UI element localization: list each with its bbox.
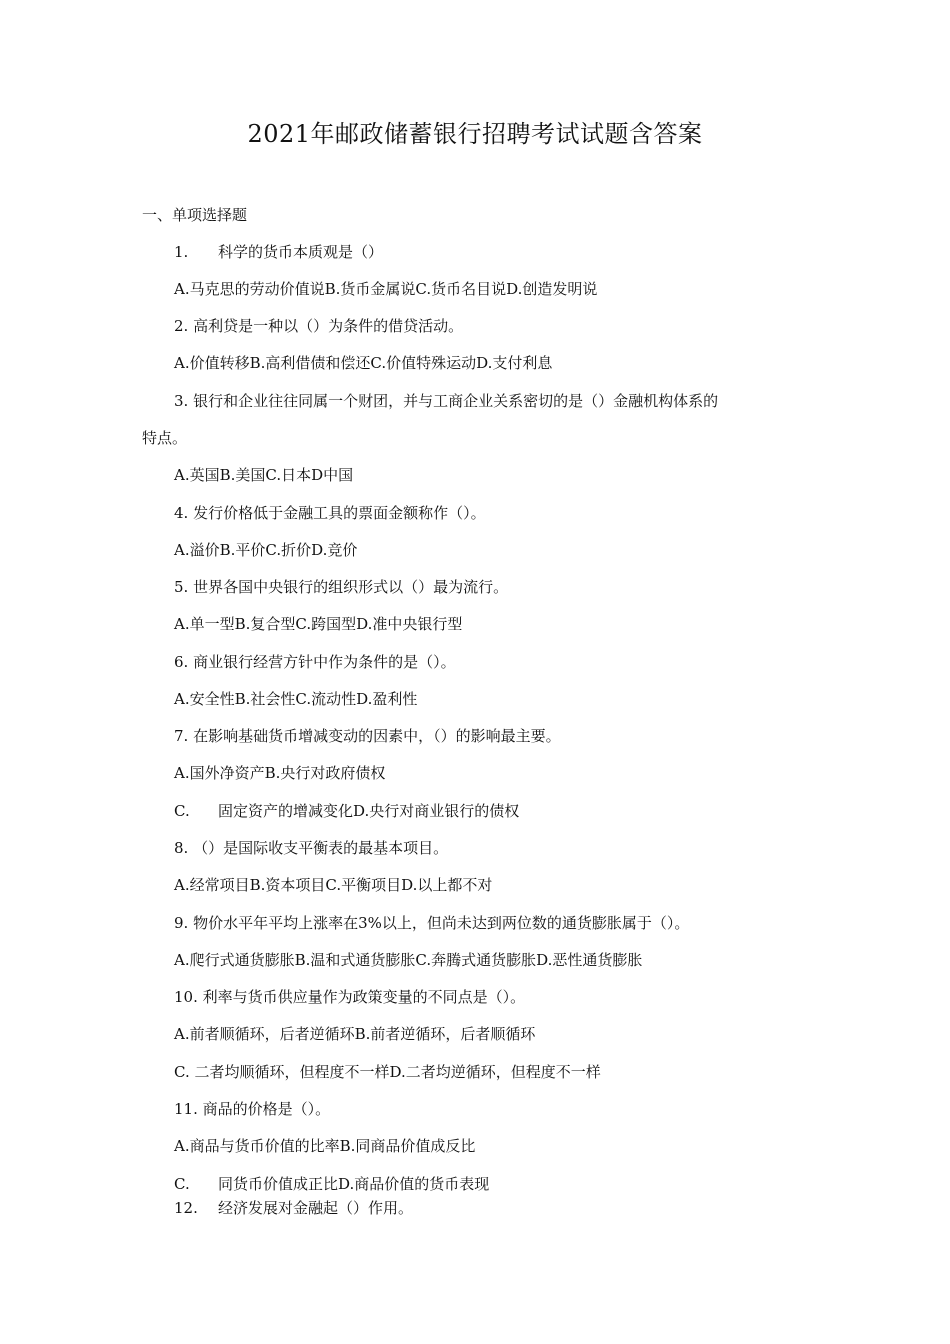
question-7-options-continued	[174, 800, 519, 822]
option-label: C.	[174, 1175, 190, 1193]
question-7: 7. 在影响基础货币增减变动的因素中，（）的影响最主要。	[174, 727, 561, 745]
question-text: 经济发展对金融起（）作用。	[218, 1199, 414, 1217]
question-8: 8. （）是国际收支平衡表的最基本项目。	[174, 839, 449, 857]
option-text: 固定资产的增减变化D.央行对商业银行的债权	[218, 802, 520, 820]
question-3-continuation: 特点。	[142, 429, 188, 447]
option-label: C.	[174, 802, 190, 820]
question-1	[174, 241, 383, 263]
question-10-options-continued: C. 二者均顺循环，但程度不一样D.二者均逆循环，但程度不一样	[174, 1063, 601, 1081]
question-5: 5. 世界各国中央银行的组织形式以（）最为流行。	[174, 578, 509, 596]
question-9-options: A.爬行式通货膨胀B.温和式通货膨胀C.奔腾式通货膨胀D.恶性通货膨胀	[174, 951, 643, 969]
question-10-options: A.前者顺循环，后者逆循环B.前者逆循环，后者顺循环	[174, 1025, 536, 1043]
question-number: 1.	[174, 243, 189, 261]
question-12	[174, 1197, 413, 1219]
question-number: 12.	[174, 1199, 198, 1217]
question-8-options: A.经常项目B.资本项目C.平衡项目D.以上都不对	[174, 876, 493, 894]
question-3-options: A.英国B.美国C.日本D中国	[174, 466, 354, 484]
question-11-options: A.商品与货币价值的比率B.同商品价值成反比	[174, 1137, 476, 1155]
question-2: 2. 高利贷是一种以（）为条件的借贷活动。	[174, 317, 464, 335]
question-5-options: A.单一型B.复合型C.跨国型D.准中央银行型	[174, 615, 463, 633]
question-text: 科学的货币本质观是（）	[218, 243, 384, 261]
question-6: 6. 商业银行经营方针中作为条件的是（）。	[174, 653, 456, 671]
question-10: 10. 利率与货币供应量作为政策变量的不同点是（）。	[174, 988, 526, 1006]
question-11-options-continued	[174, 1173, 489, 1195]
page-title: 2021年邮政储蓄银行招聘考试试题含答案	[247, 120, 703, 148]
option-text: 同货币价值成正比D.商品价值的货币表现	[218, 1175, 490, 1193]
question-11: 11. 商品的价格是（）。	[174, 1100, 331, 1118]
question-9: 9. 物价水平年平均上涨率在3%以上，但尚未达到两位数的通货膨胀属于（）。	[174, 914, 690, 932]
question-6-options: A.安全性B.社会性C.流动性D.盈利性	[174, 690, 418, 708]
question-7-options: A.国外净资产B.央行对政府债权	[174, 764, 386, 782]
section-heading: 一、单项选择题	[142, 206, 248, 224]
question-2-options: A.价值转移B.高利借债和偿还C.价值特殊运动D.支付利息	[174, 354, 553, 372]
question-1-options: A.马克思的劳动价值说B.货币金属说C.货币名目说D.创造发明说	[174, 280, 598, 298]
question-3: 3. 银行和企业往往同属一个财团，并与工商企业关系密切的是（）金融机构体系的	[174, 392, 719, 410]
question-4: 4. 发行价格低于金融工具的票面金额称作（）。	[174, 504, 486, 522]
question-4-options: A.溢价B.平价C.折价D.竞价	[174, 541, 358, 559]
